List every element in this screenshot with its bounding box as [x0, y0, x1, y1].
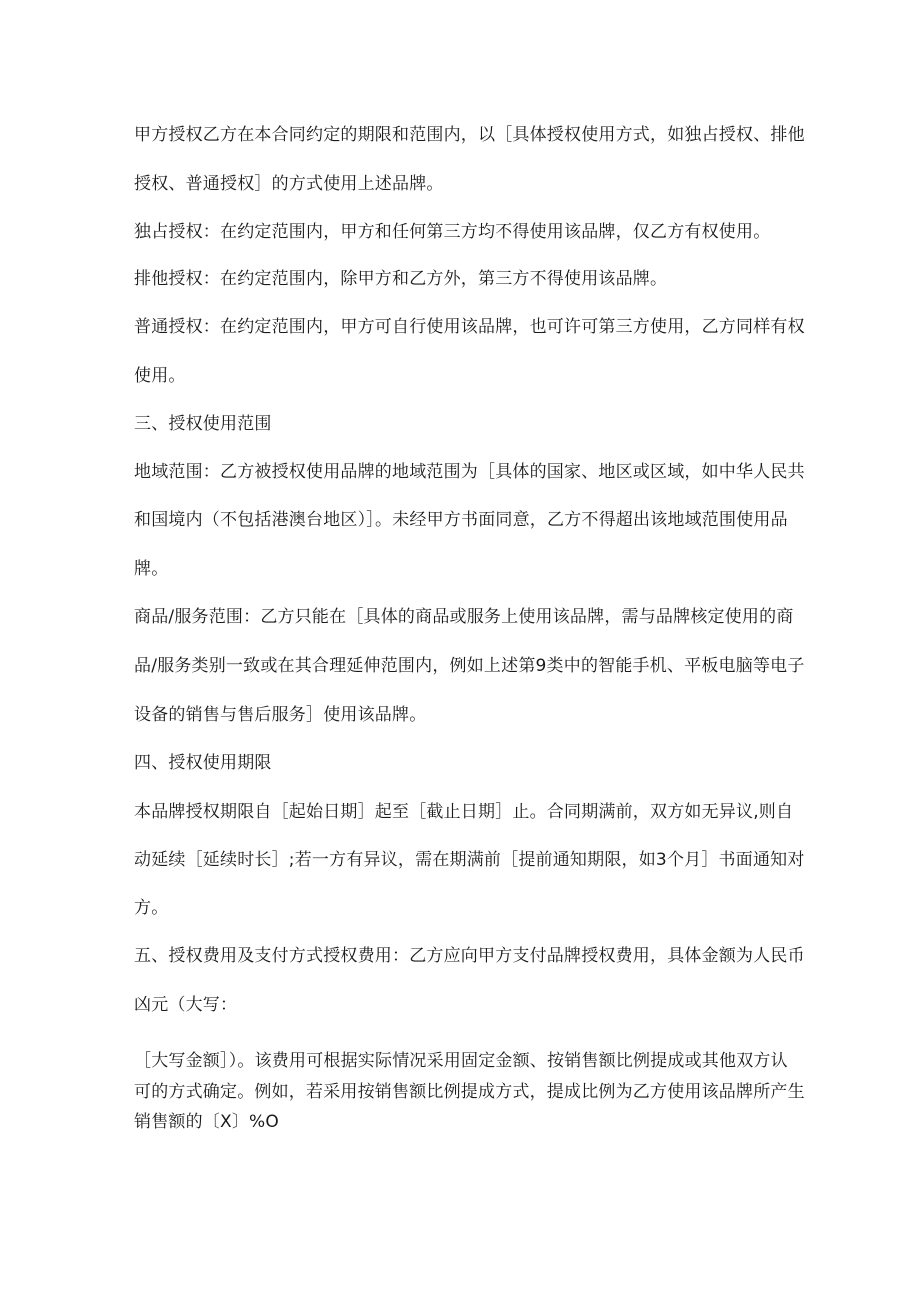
term-line-2: 动延续［延续时长］;若一方有异议，需在期满前［提前通知期限，如3个月］书面通知对: [134, 850, 805, 870]
fees-line-3: ［大写金额］）。该费用可根据实际情况采用固定金额、按销售额比例提成或其他双方认: [134, 1051, 788, 1071]
fees-line-5: 销售额的〔X〕%O: [134, 1112, 279, 1132]
paragraph-authorization-line-1: 甲方授权乙方在本合同约定的期限和范围内，以［具体授权使用方式，如独占授权、排他: [134, 125, 805, 145]
goods-services-scope-line-1: 商品/服务范围：乙方只能在［具体的商品或服务上使用该品牌，需与品牌核定使用的商: [134, 607, 794, 627]
term-line-1: 本品牌授权期限自［起始日期］起至［截止日期］止。合同期满前，双方如无异议,则自: [134, 802, 794, 822]
section-heading-term: 四、授权使用期限: [134, 753, 272, 773]
general-authorization-line-1: 普通授权：在约定范围内，甲方可自行使用该品牌，也可许可第三方使用，乙方同样有权: [134, 317, 805, 337]
goods-services-scope-line-2: 品/服务类别一致或在其合理延伸范围内，例如上述第9类中的智能手机、平板电脑等电子: [134, 656, 805, 676]
fees-line-4: 可的方式确定。例如，若采用按销售额比例提成方式，提成比例为乙方使用该品牌所产生: [134, 1082, 805, 1102]
sole-authorization-text: 排他授权：在约定范围内，除甲方和乙方外，第三方不得使用该品牌。: [134, 269, 668, 289]
general-authorization-line-2: 使用。: [134, 366, 186, 386]
section-heading-scope: 三、授权使用范围: [134, 414, 272, 434]
territory-scope-line-2: 和国境内（不包括港澳台地区）］。未经甲方书面同意，乙方不得超出该地域范围使用品: [134, 510, 788, 530]
term-line-3: 方。: [134, 898, 169, 918]
exclusive-authorization-text: 独占授权：在约定范围内，甲方和任何第三方均不得使用该品牌，仅乙方有权使用。: [134, 222, 771, 242]
paragraph-authorization-line-2: 授权、普通授权］的方式使用上述品牌。: [134, 174, 444, 194]
territory-scope-line-1: 地域范围：乙方被授权使用品牌的地域范围为［具体的国家、地区或区域，如中华人民共: [134, 462, 805, 482]
goods-services-scope-line-3: 设备的销售与售后服务］使用该品牌。: [134, 705, 427, 725]
territory-scope-line-3: 牌。: [134, 559, 169, 579]
fees-line-2: 凶元（大写：: [134, 995, 238, 1015]
section-heading-fees: 五、授权费用及支付方式授权费用：乙方应向甲方支付品牌授权费用，具体金额为人民币: [134, 946, 805, 966]
